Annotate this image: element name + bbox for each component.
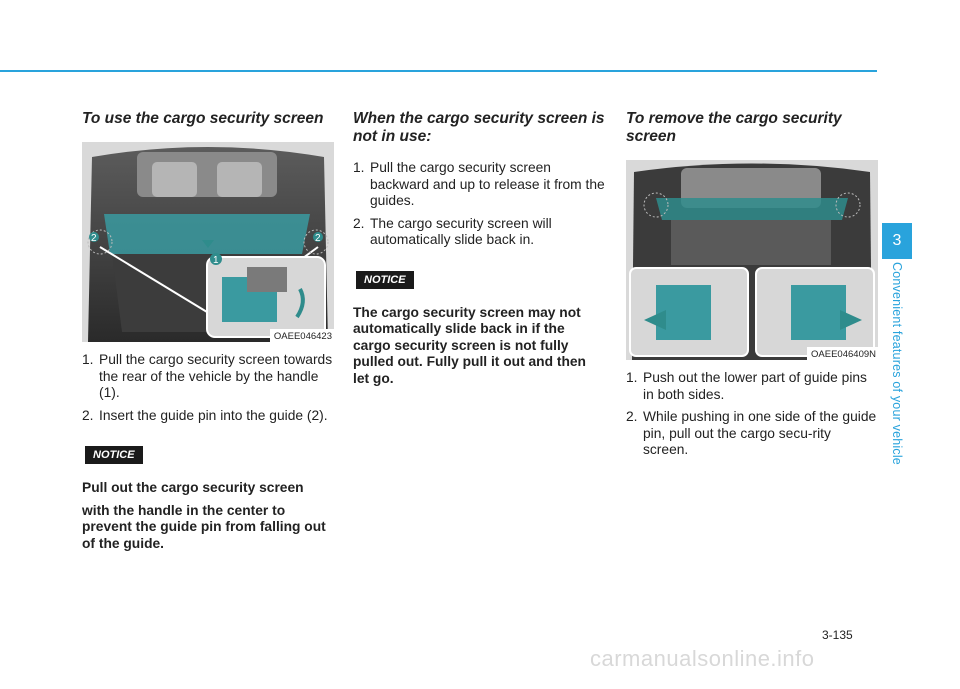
- notice-text: The cargo security screen may not automatically slide back in if the cargo security screen is not fully pulled out. Fully pull it out and then let go.: [353, 304, 586, 386]
- notice-badge: NOTICE: [85, 446, 143, 464]
- list-item: 1. Pull the cargo security screen towards the rear of the vehicle by the handle (1).: [82, 352, 333, 400]
- list-item: 2. While pushing in one side of the guide pin, pull out the cargo secu-rity screen.: [626, 409, 877, 457]
- list-item: 2. Insert the guide pin into the guide (2).: [82, 407, 328, 423]
- list-item: 1. Pull the cargo security screen backward and up to release it from the guides.: [353, 160, 605, 208]
- notice-text: with the handle in the center to prevent the guide pin from falling out of the guide.: [82, 502, 326, 551]
- list-item: 2. The cargo security screen will automatically slide back in.: [353, 215, 552, 247]
- cargo-illustration: [82, 142, 334, 342]
- column-remove-screen: [626, 110, 878, 465]
- figure-cargo-screen-remove: [626, 160, 878, 360]
- removal-illustration: [626, 160, 878, 360]
- steps-list: [626, 370, 878, 459]
- section-heading: To use the cargo security screen: [82, 110, 324, 127]
- watermark: carmanualsonline.info: [590, 646, 815, 671]
- callout-1: 1: [213, 255, 219, 266]
- section-heading: To remove the cargo security screen: [626, 110, 842, 145]
- section-heading: When the cargo security screen is not in use:: [353, 110, 605, 145]
- figure-cargo-screen-use: [82, 142, 334, 342]
- header-rule: [0, 70, 877, 72]
- notice-badge: NOTICE: [356, 271, 414, 289]
- figure-code: OAEE046409N: [807, 347, 878, 360]
- column-not-in-use: [353, 110, 605, 393]
- callout-2-right: 2: [315, 233, 321, 244]
- list-item: 1. Push out the lower part of guide pins in both sides.: [626, 370, 867, 402]
- page-number: 3-135: [822, 628, 853, 642]
- callout-2-left: 2: [91, 233, 97, 244]
- notice-text: Pull out the cargo security screen: [82, 480, 304, 495]
- chapter-tab: 3: [882, 223, 912, 259]
- column-use-screen: [82, 110, 334, 558]
- chapter-title: Convenient features of your vehicle: [890, 262, 904, 465]
- steps-list: [82, 352, 334, 424]
- steps-list: [353, 160, 605, 249]
- chapter-title-vertical: [888, 262, 908, 492]
- figure-code: OAEE046423: [270, 329, 334, 342]
